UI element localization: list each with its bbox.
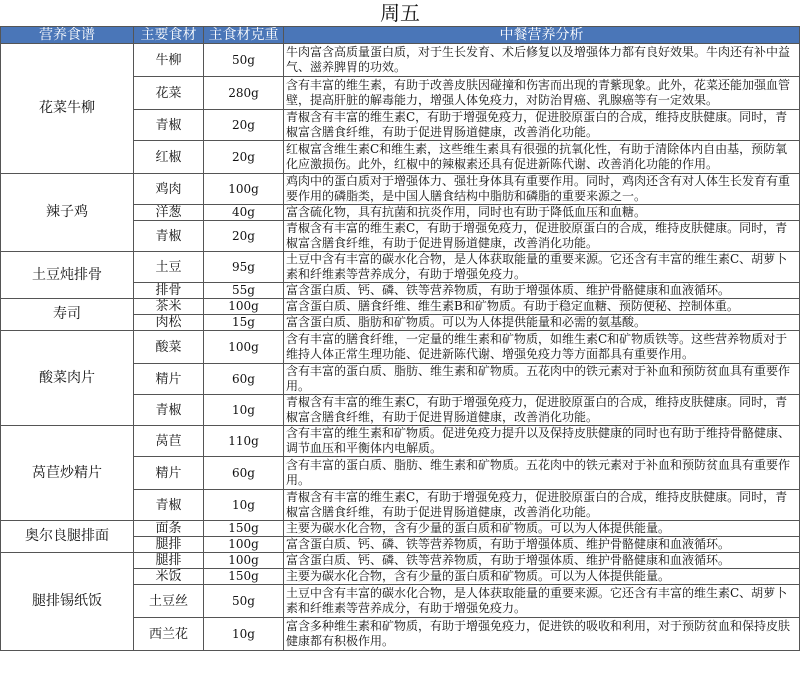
ingredient-name: 红椒: [134, 141, 204, 174]
ingredient-name: 肉松: [134, 315, 204, 331]
table-row: [1, 331, 800, 364]
ingredient-name: 西兰花: [134, 618, 204, 651]
nutrition-analysis: 含有丰富的维生素和矿物质。促进免疫力提升以及保持皮肤健康的同时也有助于维持骨骼健康、调节血压和平衡体内电解质。: [284, 426, 800, 457]
nutrition-table: [0, 26, 800, 651]
ingredient-name: 洋葱: [134, 205, 204, 221]
ingredient-name: 米饭: [134, 569, 204, 585]
ingredient-name: 排骨: [134, 283, 204, 299]
table-row: [1, 521, 800, 537]
ingredient-name: 腿排: [134, 553, 204, 569]
ingredient-weight: 100g: [204, 553, 284, 569]
ingredient-name: 牛柳: [134, 44, 204, 77]
nutrition-analysis: 含有丰富的维生素，有助于改善皮肤因碰撞和伤害而出现的青紫现象。此外，花菜还能加强血管壁，提高肝脏的解毒能力，增强人体免疫力，对防治胃癌、乳腺癌等有一定效果。: [284, 77, 800, 110]
recipe-name: 寿司: [1, 299, 134, 331]
ingredient-weight: 110g: [204, 426, 284, 457]
ingredient-weight: 150g: [204, 569, 284, 585]
ingredient-weight: 20g: [204, 221, 284, 252]
ingredient-name: 青椒: [134, 110, 204, 141]
ingredient-weight: 60g: [204, 457, 284, 490]
table-header-row: [1, 27, 800, 44]
ingredient-name: 精片: [134, 457, 204, 490]
ingredient-name: 青椒: [134, 490, 204, 521]
table-row: [1, 174, 800, 205]
ingredient-weight: 20g: [204, 141, 284, 174]
recipe-name: 腿排锡纸饭: [1, 553, 134, 651]
nutrition-analysis: 主要为碳水化合物，含有少量的蛋白质和矿物质。可以为人体提供能量。: [284, 521, 800, 537]
nutrition-analysis: 富含蛋白质、钙、磷、铁等营养物质，有助于增强体质、维护骨骼健康和血液循环。: [284, 537, 800, 553]
nutrition-analysis: 含有丰富的蛋白质、脂肪、维生素和矿物质。五花肉中的铁元素对于补血和预防贫血具有重要作用。: [284, 364, 800, 395]
ingredient-weight: 100g: [204, 174, 284, 205]
nutrition-analysis: 青椒含有丰富的维生素C，有助于增强免疫力，促进胶原蛋白的合成，维持皮肤健康。同时，青椒富含膳食纤维，有助于促进胃肠道健康，改善消化功能。: [284, 395, 800, 426]
header-weight: 主食材克重: [204, 27, 284, 44]
nutrition-analysis: 土豆中含有丰富的碳水化合物，是人体获取能量的重要来源。它还含有丰富的维生素C、胡萝卜素和纤维素等营养成分，有助于增强免疫力。: [284, 252, 800, 283]
ingredient-name: 鸡肉: [134, 174, 204, 205]
ingredient-weight: 100g: [204, 299, 284, 315]
nutrition-analysis: 富含蛋白质、膳食纤维、维生素B和矿物质。有助于稳定血糖、预防便秘、控制体重。: [284, 299, 800, 315]
ingredient-weight: 100g: [204, 331, 284, 364]
ingredient-weight: 40g: [204, 205, 284, 221]
nutrition-analysis: 主要为碳水化合物，含有少量的蛋白质和矿物质。可以为人体提供能量。: [284, 569, 800, 585]
nutrition-analysis: 青椒含有丰富的维生素C，有助于增强免疫力，促进胶原蛋白的合成，维持皮肤健康。同时，青椒富含膳食纤维，有助于促进胃肠道健康，改善消化功能。: [284, 221, 800, 252]
nutrition-analysis: 含有丰富的蛋白质、脂肪、维生素和矿物质。五花肉中的铁元素对于补血和预防贫血具有重要作用。: [284, 457, 800, 490]
nutrition-analysis: 富含蛋白质、钙、磷、铁等营养物质，有助于增强体质、维护骨骼健康和血液循环。: [284, 553, 800, 569]
ingredient-weight: 20g: [204, 110, 284, 141]
ingredient-weight: 60g: [204, 364, 284, 395]
ingredient-weight: 280g: [204, 77, 284, 110]
ingredient-name: 青椒: [134, 221, 204, 252]
ingredient-name: 精片: [134, 364, 204, 395]
recipe-name: 奥尔良腿排面: [1, 521, 134, 553]
ingredient-weight: 10g: [204, 395, 284, 426]
nutrition-analysis: 富含硫化物，具有抗菌和抗炎作用，同时也有助于降低血压和血糖。: [284, 205, 800, 221]
nutrition-analysis: 富含蛋白质、钙、磷、铁等营养物质，有助于增强体质、维护骨骼健康和血液循环。: [284, 283, 800, 299]
ingredient-name: 花菜: [134, 77, 204, 110]
nutrition-analysis: 牛肉富含高质量蛋白质，对于生长发育、术后修复以及增强体力都有良好效果。牛肉还有补中益气、滋养脾胃的功效。: [284, 44, 800, 77]
table-row: [1, 44, 800, 77]
ingredient-weight: 10g: [204, 618, 284, 651]
recipe-name: 花菜牛柳: [1, 44, 134, 174]
nutrition-analysis: 含有丰富的膳食纤维，一定量的维生素和矿物质，如维生素C和矿物质铁等。这些营养物质对于维持人体正常生理功能、促进新陈代谢、增强免疫力等方面都具有重要作用。: [284, 331, 800, 364]
ingredient-name: 酸菜: [134, 331, 204, 364]
recipe-name: 酸菜肉片: [1, 331, 134, 426]
page-title: 周五: [380, 1, 420, 25]
nutrition-analysis: 富含蛋白质、脂肪和矿物质。可以为人体提供能量和必需的氨基酸。: [284, 315, 800, 331]
ingredient-name: 莴苣: [134, 426, 204, 457]
ingredient-name: 青椒: [134, 395, 204, 426]
ingredient-weight: 150g: [204, 521, 284, 537]
ingredient-weight: 100g: [204, 537, 284, 553]
ingredient-name: 茶米: [134, 299, 204, 315]
nutrition-analysis: 红椒富含维生素C和维生素，这些维生素具有很强的抗氧化性，有助于清除体内自由基，预防氧化应激损伤。此外，红椒中的辣椒素还具有促进新陈代谢、改善消化功能的作用。: [284, 141, 800, 174]
table-row: [1, 252, 800, 283]
table-row: [1, 299, 800, 315]
recipe-name: 辣子鸡: [1, 174, 134, 252]
nutrition-analysis: 青椒含有丰富的维生素C，有助于增强免疫力，促进胶原蛋白的合成，维持皮肤健康。同时，青椒富含膳食纤维，有助于促进胃肠道健康，改善消化功能。: [284, 490, 800, 521]
ingredient-weight: 50g: [204, 44, 284, 77]
table-row: [1, 426, 800, 457]
nutrition-analysis: 土豆中含有丰富的碳水化合物，是人体获取能量的重要来源。它还含有丰富的维生素C、胡萝卜素和纤维素等营养成分，有助于增强免疫力。: [284, 585, 800, 618]
ingredient-weight: 95g: [204, 252, 284, 283]
ingredient-weight: 10g: [204, 490, 284, 521]
recipe-name: 莴苣炒精片: [1, 426, 134, 521]
nutrition-analysis: 鸡肉中的蛋白质对于增强体力、强壮身体具有重要作用。同时，鸡肉还含有对人体生长发育有重要作用的磷脂类，是中国人膳食结构中脂肪和磷脂的重要来源之一。: [284, 174, 800, 205]
ingredient-weight: 50g: [204, 585, 284, 618]
nutrition-analysis: 富含多种维生素和矿物质，有助于增强免疫力，促进铁的吸收和利用，对于预防贫血和保持皮肤健康都有积极作用。: [284, 618, 800, 651]
ingredient-name: 腿排: [134, 537, 204, 553]
ingredient-weight: 55g: [204, 283, 284, 299]
header-ingredient: 主要食材: [134, 27, 204, 44]
ingredient-name: 面条: [134, 521, 204, 537]
ingredient-weight: 15g: [204, 315, 284, 331]
recipe-name: 土豆炖排骨: [1, 252, 134, 299]
header-recipe: 营养食谱: [1, 27, 134, 44]
table-row: [1, 553, 800, 569]
nutrition-analysis: 青椒含有丰富的维生素C，有助于增强免疫力，促进胶原蛋白的合成，维持皮肤健康。同时，青椒富含膳食纤维，有助于促进胃肠道健康，改善消化功能。: [284, 110, 800, 141]
header-analysis: 中餐营养分析: [284, 27, 800, 44]
ingredient-name: 土豆: [134, 252, 204, 283]
ingredient-name: 土豆丝: [134, 585, 204, 618]
